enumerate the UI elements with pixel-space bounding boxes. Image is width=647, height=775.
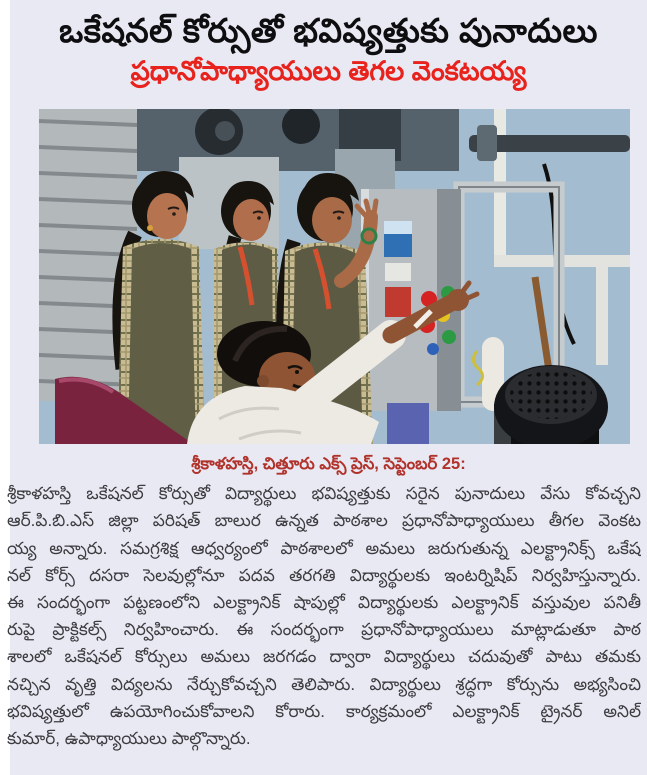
body-text-line: భవిష్యత్తులో ఉపయోగించుకోవాలని కోరారు. కార్యక్రమంలో ఎలక్ట్రానిక్ ట్రైనర్ అనిల్: [7, 701, 641, 721]
article-headline: ఒకేషనల్ కోర్సుతో భవిష్యత్తుకు పునాదులు: [59, 12, 598, 49]
body-text-line: నచ్చిన వృత్తి విద్యలను నేర్చుకోవచ్చని తెలిపారు. విద్యార్థులు శ్రద్ధగా కోర్సును అభ్యసించి: [7, 674, 641, 694]
article-dateline: శ్రీకాళహస్తి, చిత్తూరు ఎక్స్ ప్రెస్, సెప్టెంబర్ 25:: [191, 455, 466, 474]
body-text-line: శాలలో ఒకేషనల్ కోర్సులు అమలు జరగడం ద్వారా విద్యార్థులు చదువుతో పాటు తమకు: [7, 647, 641, 667]
body-text-line: య్య అన్నారు. సమగ్రశిక్ష ఆధ్వర్యంలో పాఠశాలలో అమలు జరుగుతున్న ఎలక్ట్రానిక్స్ ఒకేష: [7, 538, 641, 558]
body-text-line: రుపై ప్రాక్టికల్స్ నిర్వహించారు. ఈ సందర్భంగా ప్రధానోపాధ్యాయులు మాట్లాడుతూ పాఠ: [7, 620, 641, 640]
newspaper-clipping: [7, 0, 647, 775]
article-photo: [39, 109, 630, 444]
body-text-line: నల్ కోర్స్ దసరా సెలవుల్లోనూ పదవ తరగతి విద్యార్థులకు ఇంటర్నిషిప్ నిర్వహిస్తున్నారు.: [7, 565, 641, 585]
body-text-line: కుమార్, ఉపాధ్యాయులు పాల్గొన్నారు.: [7, 729, 251, 749]
article-subheadline: ప్రధానోపాధ్యాయులు తెగల వెంకటయ్య: [130, 56, 527, 87]
body-text-line: శ్రీకాళహస్తి ఒకేషనల్ కోర్సుతో విద్యార్థులు భవిష్యత్తుకు సరైన పునాదులు వేసు కోవచ్చని: [7, 484, 641, 504]
article-body: [7, 480, 647, 752]
body-text-line: ఈ సందర్భంగా పట్టణంలోని ఎలక్ట్రానిక్ షాపుల్లో విద్యార్థులకు ఎలక్ట్రానిక్ వస్తువుల పనితీ: [7, 593, 641, 613]
body-text-line: ఆర్.పి.బి.ఎస్ జిల్లా పరిషత్ బాలుర ఉన్నత పాఠశాల ప్రధానోపాధ్యాయులు తీగల వెంకట: [7, 511, 641, 531]
